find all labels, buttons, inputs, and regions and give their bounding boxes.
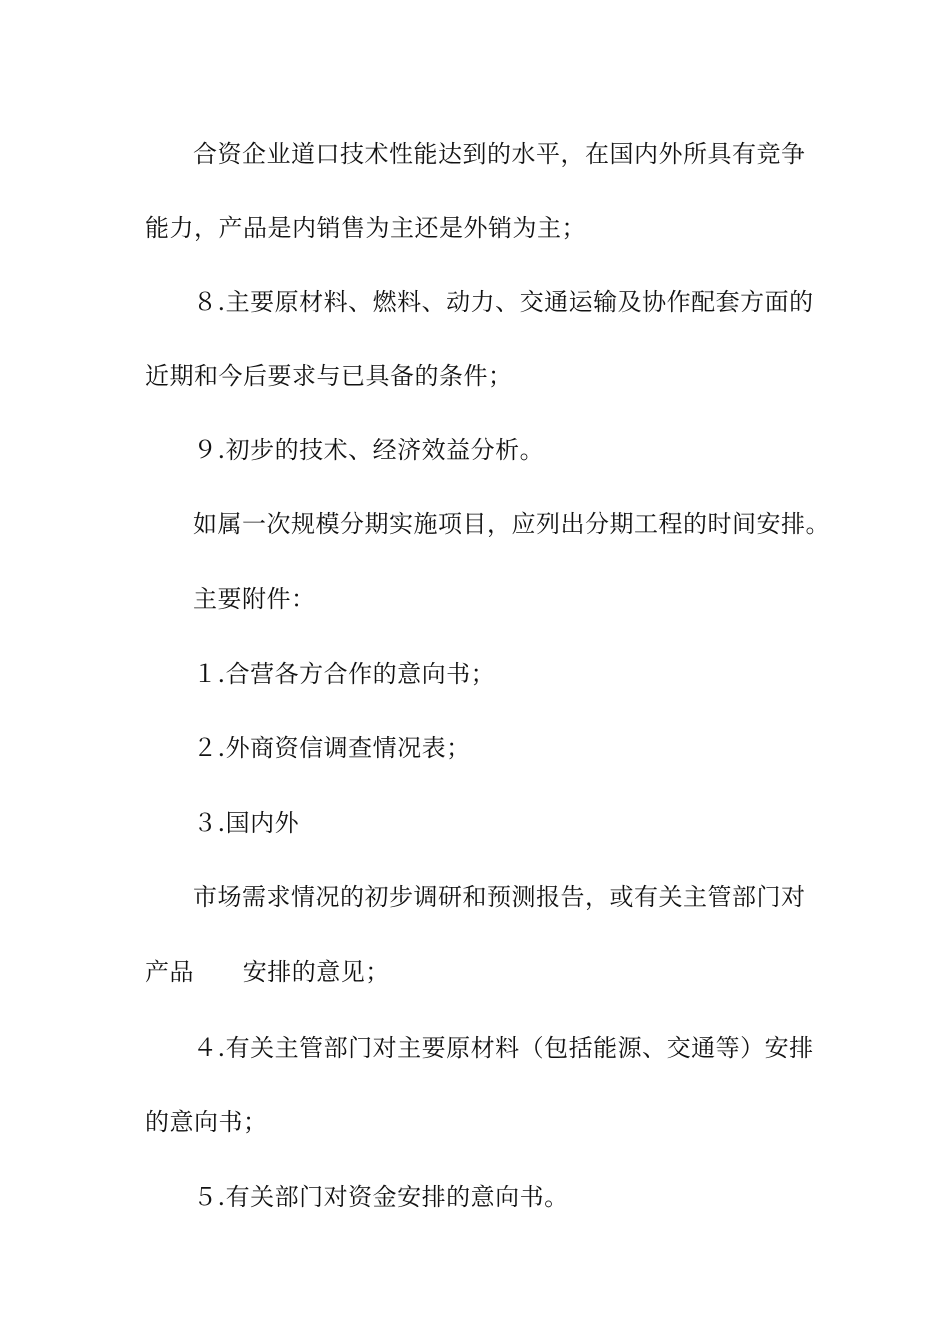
paragraph-line: 产品 安排的意见；	[145, 958, 390, 986]
attachment-item-4: ４.有关主管部门对主要原材料（包括能源、交通等）安排	[193, 1034, 814, 1062]
attachment-item-2: ２.外商资信调查情况表；	[193, 734, 471, 762]
paragraph-line: 近期和今后要求与已具备的条件；	[145, 362, 513, 390]
paragraph-line: 市场需求情况的初步调研和预测报告，或有关主管部门对	[193, 883, 806, 911]
paragraph-line: 合资企业道口技术性能达到的水平，在国内外所具有竞争	[193, 140, 806, 168]
list-item-8: ８.主要原材料、燃料、动力、交通运输及协作配套方面的	[193, 288, 814, 316]
section-heading: 主要附件：	[193, 585, 316, 613]
paragraph-line: 能力，产品是内销售为主还是外销为主；	[145, 214, 586, 242]
attachment-item-3: ３.国内外	[193, 809, 300, 837]
attachment-item-1: １.合营各方合作的意向书；	[193, 660, 496, 688]
paragraph-line: 如属一次规模分期实施项目，应列出分期工程的时间安排。	[193, 510, 830, 538]
paragraph-line: 的意向书；	[145, 1108, 268, 1136]
list-item-9: ９.初步的技术、经济效益分析。	[193, 436, 545, 464]
attachment-item-5: ５.有关部门对资金安排的意向书。	[193, 1183, 569, 1211]
